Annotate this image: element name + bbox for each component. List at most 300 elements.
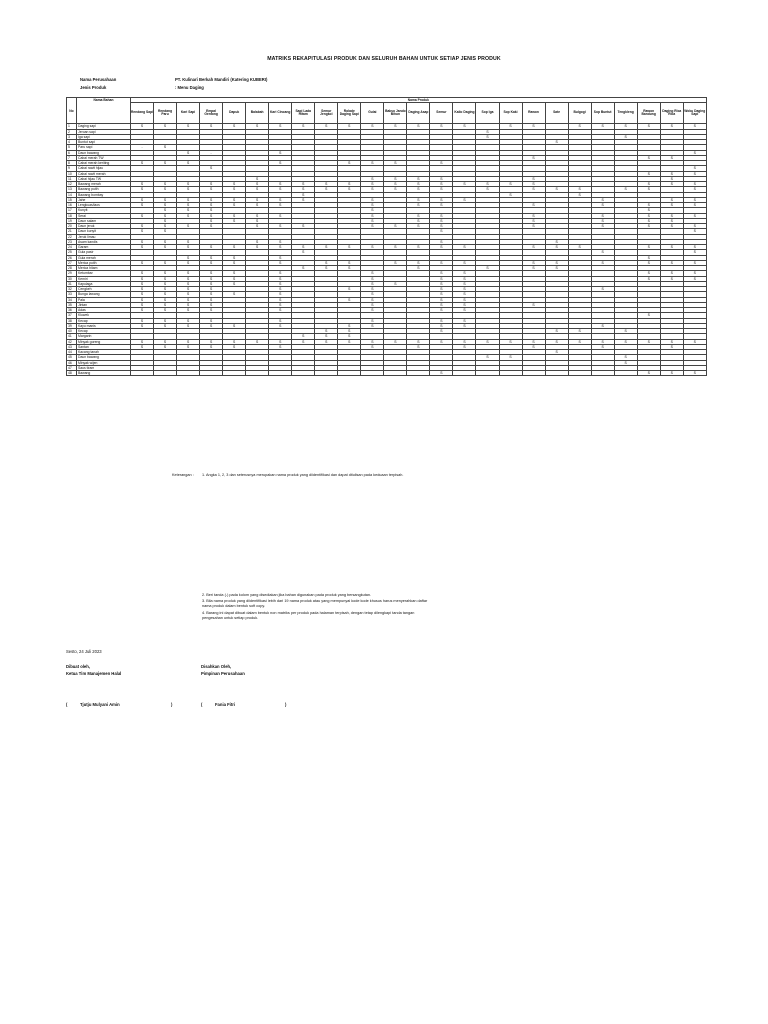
matrix-cell: S xyxy=(223,339,246,344)
matrix-cell: S xyxy=(453,182,476,187)
matrix-cell: S xyxy=(430,161,453,166)
matrix-cell: S xyxy=(361,213,384,218)
matrix-cell: S xyxy=(430,224,453,229)
matrix-cell: S xyxy=(683,213,706,218)
row-number: 3 xyxy=(67,134,77,139)
matrix-cell: S xyxy=(361,308,384,313)
matrix-cell: S xyxy=(361,287,384,292)
matrix-cell: S xyxy=(499,124,522,129)
matrix-cell: S xyxy=(292,192,315,197)
matrix-cell: S xyxy=(683,124,706,129)
matrix-cell: S xyxy=(315,339,338,344)
matrix-cell: S xyxy=(338,297,361,302)
ingredient-name: Kayu manis xyxy=(77,323,131,328)
matrix-cell: S xyxy=(407,213,430,218)
matrix-cell: S xyxy=(430,323,453,328)
product-header: Rendang Paru xyxy=(154,103,177,124)
matrix-cell: S xyxy=(200,276,223,281)
matrix-cell: S xyxy=(522,176,545,181)
matrix-cell: S xyxy=(200,271,223,276)
matrix-cell: S xyxy=(430,371,453,376)
matrix-cell: S xyxy=(246,224,269,229)
matrix-cell: S xyxy=(430,329,453,334)
matrix-cell: S xyxy=(384,245,407,250)
matrix-cell: S xyxy=(154,203,177,208)
matrix-cell: S xyxy=(269,297,292,302)
product-label: Jenis Produk xyxy=(80,85,107,90)
matrix-cell: S xyxy=(177,197,200,202)
ingredient-name: Lengkuas/laos xyxy=(77,203,131,208)
matrix-cell: S xyxy=(154,161,177,166)
matrix-cell: S xyxy=(361,302,384,307)
matrix-cell: S xyxy=(223,245,246,250)
matrix-cell: S xyxy=(660,203,683,208)
matrix-cell: S xyxy=(177,271,200,276)
matrix-cell: S xyxy=(177,260,200,265)
matrix-cell: S xyxy=(407,176,430,181)
matrix-cell: S xyxy=(292,197,315,202)
matrix-cell: S xyxy=(269,281,292,286)
matrix-cell: S xyxy=(637,224,660,229)
matrix-cell: S xyxy=(683,187,706,192)
matrix-cell: S xyxy=(269,323,292,328)
matrix-cell: S xyxy=(200,260,223,265)
matrix-cell: S xyxy=(522,203,545,208)
ingredient-name: Bawang merah xyxy=(77,182,131,187)
product-ingredient-matrix xyxy=(66,97,707,376)
matrix-cell: S xyxy=(177,208,200,213)
matrix-cell: S xyxy=(637,276,660,281)
matrix-cell: S xyxy=(384,182,407,187)
matrix-cell: S xyxy=(292,245,315,250)
matrix-cell xyxy=(614,371,637,376)
matrix-cell: S xyxy=(430,297,453,302)
matrix-cell: S xyxy=(660,182,683,187)
ingredient-name: Kemiri xyxy=(77,276,131,281)
ingredient-name: Daun bawang xyxy=(77,355,131,360)
matrix-cell xyxy=(315,371,338,376)
matrix-cell: S xyxy=(545,266,568,271)
ingredient-name: Gula pasir xyxy=(77,250,131,255)
matrix-cell: S xyxy=(131,182,154,187)
matrix-cell: S xyxy=(200,245,223,250)
matrix-cell: S xyxy=(683,276,706,281)
matrix-cell: S xyxy=(384,124,407,129)
matrix-cell: S xyxy=(361,339,384,344)
matrix-cell: S xyxy=(338,323,361,328)
matrix-cell: S xyxy=(361,292,384,297)
matrix-cell xyxy=(522,371,545,376)
matrix-cell: S xyxy=(292,334,315,339)
matrix-cell: S xyxy=(154,124,177,129)
matrix-cell: S xyxy=(683,339,706,344)
product-value: : Menu Daging xyxy=(175,85,204,90)
matrix-cell: S xyxy=(384,281,407,286)
matrix-cell xyxy=(131,371,154,376)
matrix-cell: S xyxy=(200,187,223,192)
matrix-cell: S xyxy=(683,260,706,265)
matrix-cell: S xyxy=(361,281,384,286)
matrix-cell: S xyxy=(154,287,177,292)
matrix-cell: S xyxy=(154,276,177,281)
matrix-cell: S xyxy=(591,213,614,218)
ingredient-name: Iga sapi xyxy=(77,134,131,139)
product-header: Rawon Bandung xyxy=(637,103,660,124)
signer2-open-paren: ( xyxy=(201,702,203,707)
matrix-cell: S xyxy=(131,297,154,302)
matrix-cell: S xyxy=(154,308,177,313)
matrix-cell: S xyxy=(292,187,315,192)
matrix-cell: S xyxy=(545,239,568,244)
matrix-cell: S xyxy=(177,339,200,344)
matrix-cell: S xyxy=(430,124,453,129)
matrix-cell: S xyxy=(637,208,660,213)
matrix-cell: S xyxy=(499,182,522,187)
matrix-cell: S xyxy=(177,344,200,349)
product-header: Kari Cincang xyxy=(269,103,292,124)
matrix-cell: S xyxy=(614,124,637,129)
matrix-cell: S xyxy=(591,203,614,208)
matrix-cell: S xyxy=(407,224,430,229)
matrix-cell: S xyxy=(361,271,384,276)
row-number: 1 xyxy=(67,124,77,129)
matrix-cell: S xyxy=(660,176,683,181)
matrix-cell: S xyxy=(407,203,430,208)
row-number: 41 xyxy=(67,334,77,339)
matrix-cell: S xyxy=(269,271,292,276)
ingredient-name: Kunyit xyxy=(77,208,131,213)
matrix-cell: S xyxy=(361,203,384,208)
matrix-cell: S xyxy=(384,260,407,265)
matrix-cell: S xyxy=(246,213,269,218)
matrix-cell: S xyxy=(200,339,223,344)
matrix-cell: S xyxy=(131,281,154,286)
matrix-cell: S xyxy=(200,218,223,223)
matrix-cell: S xyxy=(407,260,430,265)
product-header: Bakso Jando Bihun xyxy=(384,103,407,124)
row-number: 12 xyxy=(67,182,77,187)
ingredient-name: Ketumbar xyxy=(77,271,131,276)
matrix-cell: S xyxy=(315,245,338,250)
ingredient-name: Jintan xyxy=(77,302,131,307)
matrix-cell: S xyxy=(591,260,614,265)
matrix-cell: S xyxy=(154,339,177,344)
matrix-cell: S xyxy=(200,281,223,286)
matrix-cell: S xyxy=(545,329,568,334)
matrix-cell: S xyxy=(177,213,200,218)
col-no-header: No xyxy=(67,98,77,124)
matrix-cell: S xyxy=(223,276,246,281)
matrix-cell: S xyxy=(223,203,246,208)
matrix-cell: S xyxy=(453,276,476,281)
signer1-name: Tjutju Mulyani Amin xyxy=(80,702,120,707)
matrix-cell: S xyxy=(131,229,154,234)
row-number: 40 xyxy=(67,329,77,334)
matrix-cell: S xyxy=(315,266,338,271)
matrix-cell: S xyxy=(269,318,292,323)
matrix-cell: S xyxy=(660,260,683,265)
row-number: 36 xyxy=(67,308,77,313)
product-header: Woku Daging Sapi xyxy=(683,103,706,124)
row-number: 20 xyxy=(67,224,77,229)
company-value: PT. Kulinari Berkah Mandiri (Katering KUBERI) xyxy=(175,77,268,82)
ingredient-name: Cengkeh xyxy=(77,287,131,292)
matrix-cell: S xyxy=(177,287,200,292)
matrix-cell: S xyxy=(361,323,384,328)
matrix-cell: S xyxy=(292,339,315,344)
matrix-cell: S xyxy=(131,161,154,166)
matrix-cell: S xyxy=(568,245,591,250)
ingredient-name: Bawang xyxy=(77,371,131,376)
matrix-cell xyxy=(361,371,384,376)
matrix-cell: S xyxy=(131,287,154,292)
matrix-cell: S xyxy=(131,323,154,328)
matrix-cell: S xyxy=(660,171,683,176)
matrix-cell xyxy=(453,371,476,376)
row-number: 13 xyxy=(67,187,77,192)
matrix-cell: S xyxy=(246,197,269,202)
signer2-close-paren: ) xyxy=(285,702,287,707)
matrix-cell: S xyxy=(660,218,683,223)
row-number: 28 xyxy=(67,266,77,271)
matrix-cell: S xyxy=(453,339,476,344)
matrix-cell: S xyxy=(315,182,338,187)
matrix-cell: S xyxy=(154,239,177,244)
ingredient-name: Daun jeruk xyxy=(77,224,131,229)
matrix-cell: S xyxy=(430,218,453,223)
matrix-cell: S xyxy=(660,339,683,344)
ingredient-name: Serai xyxy=(77,213,131,218)
matrix-cell: S xyxy=(223,197,246,202)
document-title: MATRIKS REKAPITULASI PRODUK DAN SELURUH BAHAN UNTUK SETIAP JENIS PRODUK xyxy=(267,56,501,62)
matrix-cell: S xyxy=(591,250,614,255)
row-number: 32 xyxy=(67,287,77,292)
matrix-cell: S xyxy=(361,182,384,187)
matrix-cell: S xyxy=(568,329,591,334)
matrix-cell: S xyxy=(430,245,453,250)
matrix-cell: S xyxy=(131,124,154,129)
matrix-cell: S xyxy=(614,187,637,192)
matrix-cell: S xyxy=(591,339,614,344)
matrix-cell: S xyxy=(430,213,453,218)
matrix-cell: S xyxy=(269,197,292,202)
matrix-cell: S xyxy=(269,124,292,129)
matrix-cell: S xyxy=(683,250,706,255)
matrix-cell: S xyxy=(568,124,591,129)
matrix-cell: S xyxy=(269,276,292,281)
matrix-cell: S xyxy=(430,302,453,307)
matrix-cell: S xyxy=(338,260,361,265)
row-number: 30 xyxy=(67,276,77,281)
matrix-cell: S xyxy=(430,276,453,281)
matrix-cell: S xyxy=(430,281,453,286)
matrix-cell: S xyxy=(177,203,200,208)
product-header: Tengkleng xyxy=(614,103,637,124)
matrix-cell: S xyxy=(683,371,706,376)
matrix-cell: S xyxy=(476,182,499,187)
matrix-cell: S xyxy=(200,182,223,187)
matrix-cell: S xyxy=(407,218,430,223)
matrix-cell: S xyxy=(131,197,154,202)
matrix-cell: S xyxy=(545,140,568,145)
matrix-cell: S xyxy=(315,329,338,334)
matrix-cell: S xyxy=(637,255,660,260)
matrix-cell: S xyxy=(223,344,246,349)
ingredient-name: Minyak wijen xyxy=(77,360,131,365)
matrix-cell: S xyxy=(177,150,200,155)
matrix-cell xyxy=(545,371,568,376)
matrix-cell: S xyxy=(637,260,660,265)
matrix-cell: S xyxy=(269,260,292,265)
matrix-cell: S xyxy=(200,124,223,129)
matrix-cell: S xyxy=(637,182,660,187)
matrix-cell: S xyxy=(269,203,292,208)
matrix-cell: S xyxy=(246,176,269,181)
matrix-cell: S xyxy=(683,166,706,171)
matrix-cell: S xyxy=(246,182,269,187)
approved-role: Pimpinan Perusahaan xyxy=(201,671,245,676)
matrix-cell: S xyxy=(522,339,545,344)
matrix-cell: S xyxy=(545,245,568,250)
matrix-cell: S xyxy=(154,245,177,250)
matrix-cell: S xyxy=(131,271,154,276)
matrix-cell: S xyxy=(131,276,154,281)
matrix-cell: S xyxy=(453,302,476,307)
notes-label: Keterangan : xyxy=(172,473,194,477)
matrix-cell: S xyxy=(430,292,453,297)
ingredient-name: Daun kunyit xyxy=(77,229,131,234)
row-number: 42 xyxy=(67,339,77,344)
ingredient-name: Adas xyxy=(77,308,131,313)
product-header: Kari Sapi xyxy=(177,103,200,124)
matrix-cell: S xyxy=(269,255,292,260)
matrix-cell: S xyxy=(637,245,660,250)
matrix-cell: S xyxy=(131,308,154,313)
matrix-cell: S xyxy=(361,161,384,166)
matrix-cell: S xyxy=(269,239,292,244)
matrix-cell: S xyxy=(522,224,545,229)
matrix-cell: S xyxy=(637,124,660,129)
matrix-cell: S xyxy=(614,329,637,334)
matrix-cell: S xyxy=(177,161,200,166)
ingredient-name: Pala xyxy=(77,297,131,302)
row-number: 34 xyxy=(67,297,77,302)
ingredient-name: Minyak goreng xyxy=(77,339,131,344)
product-header: Dapuk xyxy=(223,103,246,124)
row-number: 5 xyxy=(67,145,77,150)
product-header: Sate xyxy=(545,103,568,124)
matrix-cell: S xyxy=(545,260,568,265)
ingredient-name: Margarin xyxy=(77,334,131,339)
matrix-cell: S xyxy=(568,187,591,192)
matrix-cell: S xyxy=(200,287,223,292)
matrix-cell: S xyxy=(292,266,315,271)
matrix-cell: S xyxy=(269,308,292,313)
matrix-cell: S xyxy=(246,245,269,250)
matrix-cell: S xyxy=(453,292,476,297)
row-number: 15 xyxy=(67,197,77,202)
matrix-cell: S xyxy=(131,213,154,218)
matrix-cell: S xyxy=(522,245,545,250)
row-number: 16 xyxy=(67,203,77,208)
matrix-cell: S xyxy=(177,292,200,297)
matrix-cell: S xyxy=(223,255,246,260)
product-header: Gulai xyxy=(361,103,384,124)
matrix-cell: S xyxy=(591,197,614,202)
note-2: 2. Beri tanda (-) pada kolom yang disediakan jika bahan digunakan pada produk yang bersangkutan. xyxy=(202,593,372,597)
matrix-cell: S xyxy=(177,318,200,323)
ingredient-name: Daun salam xyxy=(77,218,131,223)
matrix-cell: S xyxy=(246,218,269,223)
matrix-cell: S xyxy=(591,224,614,229)
matrix-cell: S xyxy=(545,339,568,344)
matrix-cell: S xyxy=(591,323,614,328)
matrix-cell: S xyxy=(637,155,660,160)
matrix-cell: S xyxy=(131,292,154,297)
matrix-cell: S xyxy=(568,192,591,197)
row-number: 18 xyxy=(67,213,77,218)
row-number: 11 xyxy=(67,176,77,181)
matrix-cell: S xyxy=(522,213,545,218)
matrix-cell: S xyxy=(522,266,545,271)
ingredient-name: Jeroan sapi xyxy=(77,129,131,134)
matrix-cell: S xyxy=(453,297,476,302)
matrix-cell: S xyxy=(131,339,154,344)
matrix-cell: S xyxy=(292,182,315,187)
matrix-cell: S xyxy=(430,260,453,265)
row-number: 37 xyxy=(67,313,77,318)
matrix-cell: S xyxy=(361,297,384,302)
matrix-cell: S xyxy=(361,276,384,281)
matrix-cell: S xyxy=(200,224,223,229)
product-header: Empal Gentong xyxy=(200,103,223,124)
matrix-cell: S xyxy=(246,339,269,344)
ingredient-name: Santan xyxy=(77,344,131,349)
matrix-cell xyxy=(246,371,269,376)
row-number: 38 xyxy=(67,318,77,323)
matrix-cell: S xyxy=(154,344,177,349)
matrix-cell: S xyxy=(154,187,177,192)
ingredient-name: Asam kandis xyxy=(77,239,131,244)
matrix-cell: S xyxy=(131,302,154,307)
matrix-cell: S xyxy=(154,218,177,223)
ingredient-name: Bunga lawang xyxy=(77,292,131,297)
matrix-cell: S xyxy=(131,224,154,229)
matrix-cell: S xyxy=(683,229,706,234)
matrix-cell: S xyxy=(269,213,292,218)
matrix-cell: S xyxy=(453,281,476,286)
matrix-cell: S xyxy=(453,260,476,265)
matrix-cell: S xyxy=(660,155,683,160)
matrix-cell: S xyxy=(361,187,384,192)
row-number: 26 xyxy=(67,255,77,260)
matrix-cell: S xyxy=(522,218,545,223)
matrix-cell: S xyxy=(683,245,706,250)
ingredient-name: Merica putih xyxy=(77,260,131,265)
matrix-cell xyxy=(476,371,499,376)
matrix-cell: S xyxy=(384,187,407,192)
matrix-cell: S xyxy=(453,124,476,129)
row-number: 46 xyxy=(67,360,77,365)
ingredient-name: Merica hitam xyxy=(77,266,131,271)
matrix-cell: S xyxy=(683,197,706,202)
matrix-cell: S xyxy=(453,323,476,328)
matrix-cell: S xyxy=(223,271,246,276)
matrix-cell: S xyxy=(637,271,660,276)
matrix-cell: S xyxy=(131,318,154,323)
product-header: Sop Iga xyxy=(476,103,499,124)
row-number: 33 xyxy=(67,292,77,297)
